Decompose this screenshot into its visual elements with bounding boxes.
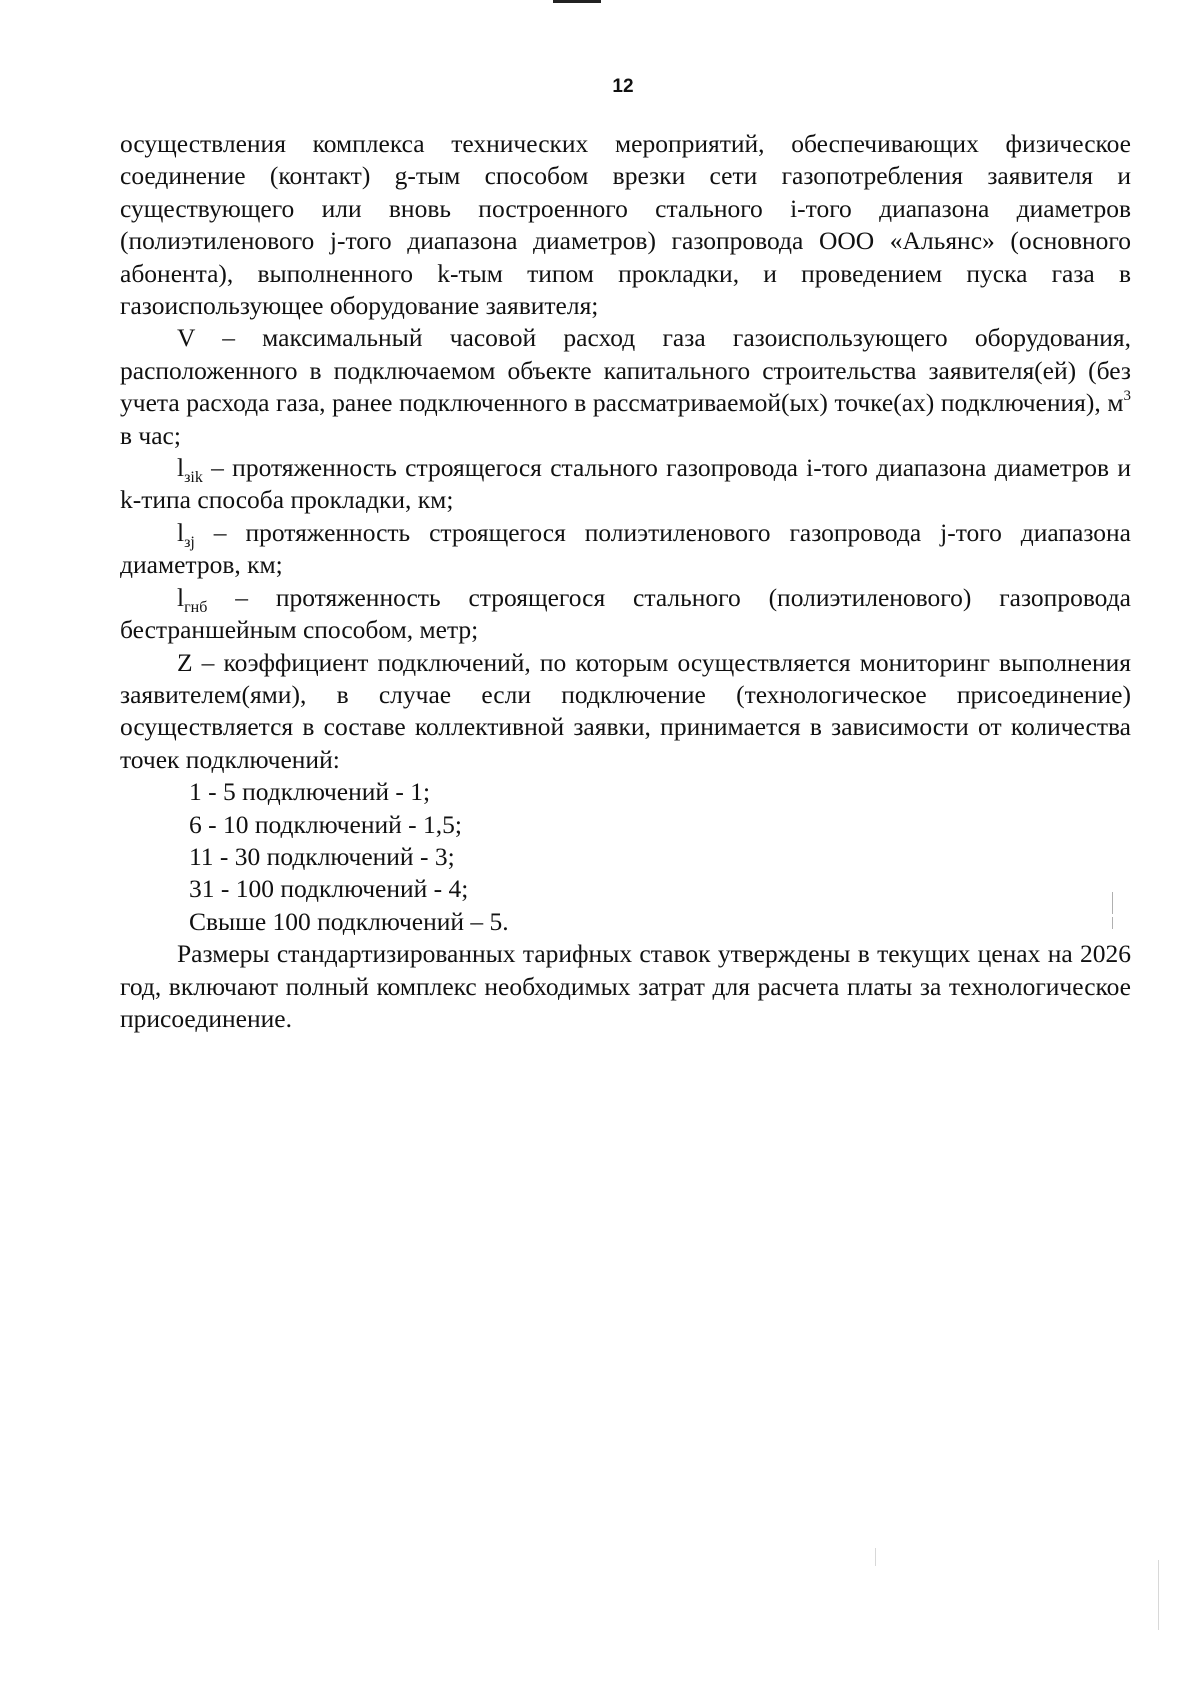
z-value-item: 6 - 10 подключений - 1,5;	[189, 809, 462, 839]
l-gnb-definition	[120, 582, 1131, 647]
l-zik-symbol: l	[177, 453, 185, 483]
scan-artifact	[875, 1548, 876, 1566]
v-definition	[120, 322, 1131, 452]
l-gnb-text: – протяженность строящегося стального (полиэтиленового) газопровода бестраншейным способом, метр;	[120, 582, 1131, 645]
scan-artifact	[1158, 1560, 1159, 1630]
l-zj-symbol: l	[177, 517, 185, 547]
l-zj-subscript: зj	[184, 533, 195, 551]
z-value-item: Свыше 100 подключений – 5.	[189, 906, 509, 936]
l-gnb-symbol: l	[177, 582, 185, 612]
scan-artifact	[1112, 917, 1113, 929]
scan-top-mark	[553, 0, 601, 3]
scan-artifact	[1112, 892, 1113, 914]
z-value-item: 11 - 30 подключений - 3;	[189, 841, 455, 871]
cubic-superscript: 3	[1123, 388, 1131, 405]
l-zik-definition	[120, 452, 1131, 517]
z-definition: Z – коэффициент подключений, по которым осуществляется мониторинг выполнения заявителем(ями), в случае если подключение (технологическое присоединение) осуществляется в составе коллективной заявки, принимается в зависимости от количества точек подключений:	[120, 647, 1131, 774]
v-definition-unit: в час;	[120, 420, 181, 450]
v-definition-text: V – максимальный часовой расход газа газоиспользующего оборудования, расположенного в подключаемом объекте капитального строительства заявителя(ей) (без учета расхода газа, ранее подключенного в рассматриваемой(ых) точке(ах) подключения), м	[120, 323, 1131, 418]
closing-paragraph: Размеры стандартизированных тарифных ставок утверждены в текущих ценах на 2026 год, включают полный комплекс необходимых затрат для расчета платы за технологическое присоединение.	[120, 939, 1131, 1033]
l-zik-text: – протяженность строящегося стального газопровода i-того диапазона диаметров и k-типа способа прокладки, км;	[120, 453, 1131, 515]
page-number: 12	[612, 76, 634, 97]
z-value-item: 31 - 100 подключений - 4;	[189, 874, 469, 904]
z-value-item: 1 - 5 подключений - 1;	[189, 777, 431, 807]
l-zj-text: – протяженность строящегося полиэтиленового газопровода j-того диапазона диаметров, км;	[120, 517, 1131, 580]
l-zik-subscript: зik	[184, 469, 203, 487]
l-zj-definition	[120, 517, 1131, 582]
l-gnb-subscript: гнб	[184, 598, 208, 616]
document-body	[120, 128, 1131, 1035]
intro-paragraph: осуществления комплекса технических мероприятий, обеспечивающих физическое соединение (контакт) g-тым способом врезки сети газопотребления заявителя и существующего или вновь построенного стального i-того диапазона диаметров (полиэтиленового j-того диапазона диаметров) газопровода ООО «Альянс» (основного абонента), выполненного k-тым типом прокладки, и проведением пуска газа в газоиспользующее оборудование заявителя;	[120, 129, 1131, 321]
